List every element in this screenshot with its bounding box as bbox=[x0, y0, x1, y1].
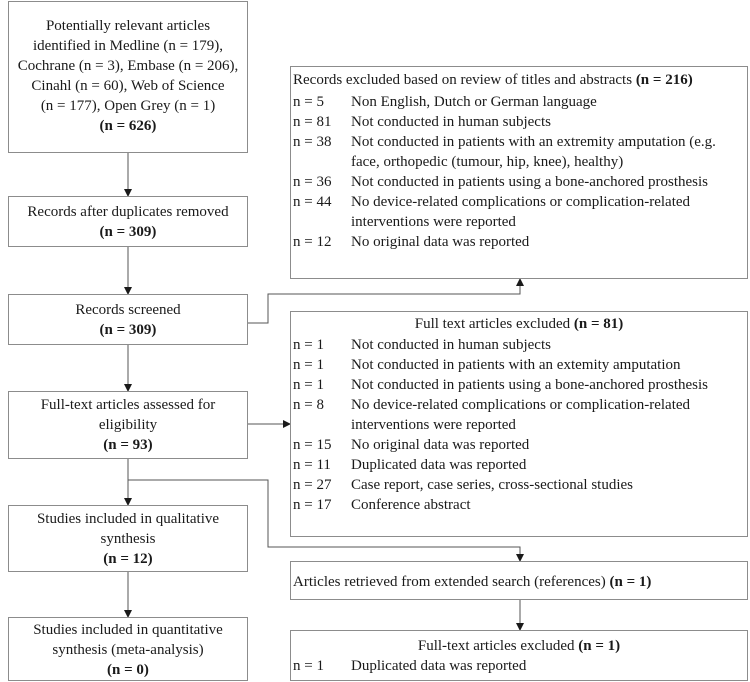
quantitative-box bbox=[8, 617, 248, 681]
item-count: n = 15 bbox=[293, 437, 332, 453]
identified-line-1: Potentially relevant articles bbox=[45, 18, 211, 34]
fulltext-line-1: Full-text articles assessed for bbox=[40, 397, 216, 413]
list-item bbox=[293, 172, 745, 192]
excluded-fulltext-heading bbox=[293, 314, 745, 334]
list-item bbox=[293, 395, 745, 435]
item-reason: Conference abstract bbox=[351, 497, 471, 513]
item-count: n = 17 bbox=[293, 497, 332, 513]
screened-count: (n = 309) bbox=[99, 322, 157, 338]
extended-search-title: Articles retrieved from extended search (references) bbox=[293, 574, 610, 590]
item-reason: Not conducted in patients with an extremity amputation (e.g. face, orthopedic (tumour, hip, knee), healthy) bbox=[351, 134, 716, 170]
item-reason: No device-related complications or complication-related interventions were reported bbox=[351, 397, 691, 433]
fulltext-line-2: eligibility bbox=[98, 417, 158, 433]
item-count: n = 27 bbox=[293, 477, 332, 493]
screened-label: Records screened bbox=[75, 302, 181, 318]
list-item bbox=[293, 335, 745, 355]
item-reason: Duplicated data was reported bbox=[351, 457, 527, 473]
item-count: n = 81 bbox=[293, 114, 332, 130]
list-item bbox=[293, 656, 745, 676]
item-count: n = 1 bbox=[293, 658, 324, 674]
list-item bbox=[293, 475, 745, 495]
item-count: n = 11 bbox=[293, 457, 331, 473]
item-count: n = 5 bbox=[293, 94, 324, 110]
list-item bbox=[293, 455, 745, 475]
list-item bbox=[293, 495, 745, 515]
item-reason: Non English, Dutch or German language bbox=[351, 94, 597, 110]
item-reason: Not conducted in human subjects bbox=[351, 337, 551, 353]
item-reason: Case report, case series, cross-sectional studies bbox=[351, 477, 633, 493]
qualitative-line-1: Studies included in qualitative bbox=[36, 511, 220, 527]
list-item bbox=[293, 112, 745, 132]
list-item bbox=[293, 132, 745, 172]
item-count: n = 1 bbox=[293, 377, 324, 393]
excluded-extended-title: Full-text articles excluded bbox=[417, 638, 579, 654]
list-item bbox=[293, 375, 745, 395]
excluded-fulltext-count: (n = 81) bbox=[573, 316, 624, 332]
quantitative-line-1: Studies included in quantitative bbox=[33, 622, 223, 638]
item-count: n = 36 bbox=[293, 174, 332, 190]
excluded-titles-box bbox=[290, 66, 748, 279]
item-reason: No original data was reported bbox=[351, 234, 530, 250]
excluded-extended-count: (n = 1) bbox=[578, 638, 621, 654]
list-item bbox=[293, 435, 745, 455]
item-count: n = 1 bbox=[293, 337, 324, 353]
item-reason: Not conducted in patients using a bone-anchored prosthesis bbox=[351, 174, 708, 190]
quantitative-line-2: synthesis (meta-analysis) bbox=[52, 642, 204, 658]
item-reason: Not conducted in human subjects bbox=[351, 114, 551, 130]
item-count: n = 1 bbox=[293, 357, 324, 373]
item-count: n = 8 bbox=[293, 397, 324, 413]
excluded-titles-title: Records excluded based on review of titles and abstracts bbox=[293, 72, 636, 88]
excluded-extended-box bbox=[290, 630, 748, 681]
list-item bbox=[293, 92, 745, 112]
screened-box bbox=[8, 294, 248, 345]
item-reason: No device-related complications or complication-related interventions were reported bbox=[351, 194, 691, 230]
duplicates-box bbox=[8, 196, 248, 247]
item-reason: Not conducted in patients using a bone-anchored prosthesis bbox=[351, 377, 708, 393]
item-count: n = 44 bbox=[293, 194, 332, 210]
identified-line-5: (n = 177), Open Grey (n = 1) bbox=[40, 98, 216, 114]
item-reason: Duplicated data was reported bbox=[351, 658, 527, 674]
identified-line-4: Cinahl (n = 60), Web of Science bbox=[31, 78, 225, 94]
fulltext-count: (n = 93) bbox=[103, 437, 153, 453]
quantitative-count: (n = 0) bbox=[107, 662, 149, 678]
extended-search-box bbox=[290, 561, 748, 600]
qualitative-count: (n = 12) bbox=[103, 551, 153, 567]
item-count: n = 38 bbox=[293, 134, 332, 150]
identified-line-3: Cochrane (n = 3), Embase (n = 206), bbox=[17, 58, 239, 74]
qualitative-line-2: synthesis bbox=[100, 531, 156, 547]
item-count: n = 12 bbox=[293, 234, 332, 250]
item-reason: Not conducted in patients with an extemity amputation bbox=[351, 357, 681, 373]
identified-line-2: identified in Medline (n = 179), bbox=[32, 38, 224, 54]
list-item bbox=[293, 232, 745, 252]
list-item bbox=[293, 192, 745, 232]
fulltext-assessed-box bbox=[8, 391, 248, 459]
excluded-fulltext-title: Full text articles excluded bbox=[414, 316, 574, 332]
excluded-titles-heading bbox=[293, 70, 745, 90]
excluded-extended-heading bbox=[293, 636, 745, 656]
item-reason: No original data was reported bbox=[351, 437, 530, 453]
duplicates-count: (n = 309) bbox=[99, 224, 157, 240]
qualitative-box bbox=[8, 505, 248, 572]
extended-search-heading bbox=[293, 572, 745, 592]
identified-box bbox=[8, 1, 248, 153]
duplicates-label: Records after duplicates removed bbox=[27, 204, 229, 220]
identified-count: (n = 626) bbox=[99, 118, 157, 134]
excluded-titles-count: (n = 216) bbox=[635, 72, 693, 88]
extended-search-count: (n = 1) bbox=[609, 574, 652, 590]
excluded-fulltext-box bbox=[290, 311, 748, 537]
list-item bbox=[293, 355, 745, 375]
